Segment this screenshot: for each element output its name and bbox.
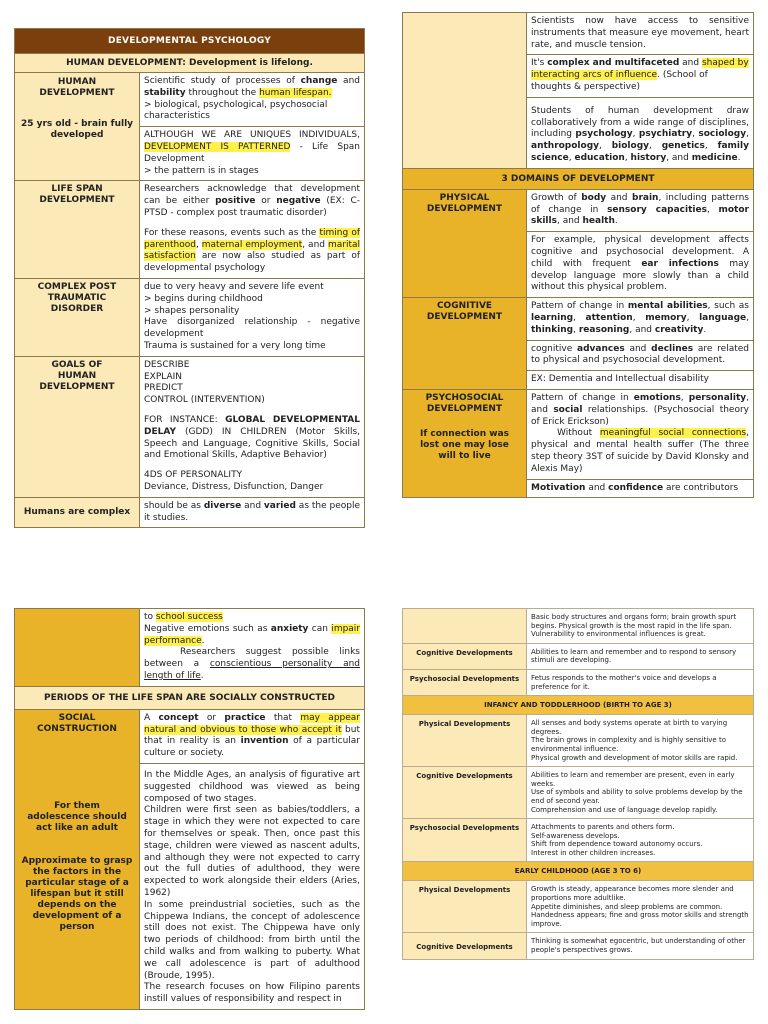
section-subtitle: HUMAN DEVELOPMENT: Development is lifelong. — [15, 54, 365, 73]
definition-cell: Growth is steady, appearance becomes more slender and proportions more adultlike. Appetite diminishes, and sleep problems are common. Handedness appears; fine and gross motor skills and strength improve. — [527, 881, 754, 933]
panel-domains — [402, 12, 754, 572]
definition-cell: Attachments to parents and others form. Self-awareness develops. Shift from dependence toward autonomy occurs. Interest in other children increases. — [527, 819, 754, 862]
definition-cell: Abilities to learn and remember are present, even in early weeks. Use of symbols and ability to solve problems develop by the end of second year. Comprehension and use of language develop rapidly. — [527, 767, 754, 819]
definition-cell: Scientific study of processes of change and stability throughout the human lifespan. > biological, psychological, psychosocial characteristics — [140, 73, 365, 127]
definition-cell: should be as diverse and varied as the people it studies. — [140, 497, 365, 528]
label-life-span-development: LIFE SPAN DEVELOPMENT — [15, 181, 140, 279]
panel-developmental-psychology — [14, 28, 365, 576]
definition-cell: All senses and body systems operate at birth to varying degrees. The brain grows in complexity and is highly sensitive to environmental influence. Physical growth and development of motor skills are rapid. — [527, 715, 754, 767]
definition-cell: ALTHOUGH WE ARE UNIQUES INDIVIDUALS, DEVELOPMENT IS PATTERNED - Life Span Development > the pattern is in stages — [140, 127, 365, 181]
definition-cell: Scientists now have access to sensitive instruments that measure eye movement, heart rate, and muscle tension. — [527, 13, 754, 55]
label-goals: GOALS OF HUMAN DEVELOPMENT — [15, 356, 140, 497]
side-note: 25 yrs old - brain fully developed — [20, 119, 134, 140]
row-label: Physical Developments — [403, 881, 527, 933]
definition-cell: A concept or practice that may appear natural and obvious to those who accept it but that in reality is an invention of a particular culture or society. — [140, 709, 365, 763]
section-heading: 3 DOMAINS OF DEVELOPMENT — [403, 168, 754, 189]
row-label: Cognitive Developments — [403, 767, 527, 819]
definition-cell: Abilities to learn and remember and to respond to sensory stimuli are developing. — [527, 643, 754, 669]
panel-life-span-periods — [14, 608, 365, 1024]
row-label: Psychosocial Developments — [403, 819, 527, 862]
definition-cell: Researchers acknowledge that development can be either positive or negative (EX: C-PTSD - complex post traumatic disorder) For these reasons, events such as the timing of parenthood, maternal employment, and marital satisfaction are now also studied as part of developmental psychology — [140, 181, 365, 279]
definition-cell: Students of human development draw collaboratively from a wide range of disciplines, including psychology, psychiatry, sociology, anthropology, biology, genetics, family science, education, history, and medicine. — [527, 97, 754, 168]
definition-cell: Pattern of change in mental abilities, such as learning, attention, memory, language, thinking, reasoning, and creativity. — [527, 298, 754, 340]
term-label: HUMAN DEVELOPMENT — [39, 77, 115, 98]
definition-cell: cognitive advances and declines are related to physical and psychosocial development. — [527, 340, 754, 371]
label-humans-complex: Humans are complex — [15, 497, 140, 528]
side-note: For them adolescence should act like an adult — [27, 800, 127, 833]
definition-cell: In the Middle Ages, an analysis of figurative art suggested childhood was viewed as being composed of two stages. Children were first seen as babies/toddlers, a stage in which they were not expected to care for themselves or speak. Then, once past this stage, children were viewed as nascent adults, and although they were not expected to carry out the full duties of adulthood, they were expected to work alongside their elders (Aries, 1962) In some preindustrial societies, such as the Chippewa Indians, the concept of adolescence still does not exist. The Chippewa have only two periods of childhood: from birth until the child walks and from walking to puberty. What we call adolescence is part of adulthood (Broude, 1995). The research focuses on how Filipino parents instill values of responsibility and respect in — [140, 763, 365, 1009]
definition-cell: Fetus responds to the mother's voice and develops a preference for it. — [527, 669, 754, 695]
label-social-construction: SOCIAL CONSTRUCTION For them adolescence should act like an adult Approximate to grasp the factors in the particular stage of a lifespan but it still depends on the development of a person — [15, 709, 140, 1009]
row-label: Psychosocial Developments — [403, 669, 527, 695]
label-blank — [15, 609, 140, 687]
notes-table — [14, 28, 365, 528]
definition-cell: Growth of body and brain, including patterns of change in sensory capacities, motor skills, and health. — [527, 189, 754, 231]
row-label: Cognitive Developments — [403, 643, 527, 669]
stage-heading: INFANCY AND TODDLERHOOD (BIRTH TO AGE 3) — [403, 696, 754, 715]
label-psychosocial-development: PSYCHOSOCIAL DEVELOPMENT If connection was lost one may lose will to live — [403, 389, 527, 497]
notes-table — [14, 608, 365, 1010]
definition-cell: Motivation and confidence are contributors — [527, 479, 754, 498]
stage-heading: EARLY CHILDHOOD (AGE 3 TO 6) — [403, 862, 754, 881]
definition-cell: Thinking is somewhat egocentric, but understanding of other people's perspectives grows. — [527, 933, 754, 959]
stages-table — [402, 608, 754, 960]
label-human-development — [15, 73, 140, 181]
label-cognitive-development: COGNITIVE DEVELOPMENT — [403, 298, 527, 390]
definition-cell: DESCRIBE EXPLAIN PREDICT CONTROL (INTERVENTION) FOR INSTANCE: GLOBAL DEVELOPMENTAL DELAY (GDD) IN CHILDREN (Motor Skills, Speech and Language, Cognitive Skills, Social and Emotional Skills, Adaptive Behavior) 4DS OF PERSONALITY Deviance, Distress, Disfunction, Danger — [140, 356, 365, 497]
row-label: Cognitive Developments — [403, 933, 527, 959]
definition-cell: For example, physical development affects cognitive and psychosocial development. A child with frequent ear infections may develop language more slowly than a child without this physical problem. — [527, 232, 754, 298]
panel-stages-table — [402, 608, 754, 1024]
label-blank — [403, 13, 527, 169]
definition-cell: due to very heavy and severe life event > begins during childhood > shapes personality Have disorganized relationship - negative development Trauma is sustained for a very long time — [140, 278, 365, 356]
page-title: DEVELOPMENTAL PSYCHOLOGY — [15, 29, 365, 54]
row-label: Physical Developments — [403, 715, 527, 767]
definition-cell: It's complex and multifaceted and shaped by interacting arcs of influence. (School of thoughts & perspective) — [527, 55, 754, 97]
notes-table — [402, 12, 754, 498]
section-heading: PERIODS OF THE LIFE SPAN ARE SOCIALLY CONSTRUCTED — [15, 686, 365, 709]
label-blank — [403, 609, 527, 644]
side-note: Approximate to grasp the factors in the particular stage of a lifespan but it still depends on the development of a person — [21, 855, 133, 932]
definition-cell: EX: Dementia and Intellectual disability — [527, 371, 754, 390]
label-physical-development: PHYSICAL DEVELOPMENT — [403, 189, 527, 297]
side-note: If connection was lost one may lose will to live — [419, 428, 510, 461]
definition-cell: to school success Negative emotions such as anxiety can impair performance. Researchers suggest possible links between a conscientious personality and length of life. — [140, 609, 365, 687]
definition-cell: Basic body structures and organs form; brain growth spurt begins. Physical growth is the most rapid in the life span. Vulnerability to environmental influences is great. — [527, 609, 754, 644]
label-complex-post-traumatic: COMPLEX POST TRAUMATIC DISORDER — [15, 278, 140, 356]
definition-cell: Pattern of change in emotions, personality, and social relationships. (Psychosocial theory of Erick Erickson) Without meaningful social connections, physical and mental health suffer (The three step theory 3ST of suicide by David Klonsky and Alexis May) — [527, 389, 754, 479]
